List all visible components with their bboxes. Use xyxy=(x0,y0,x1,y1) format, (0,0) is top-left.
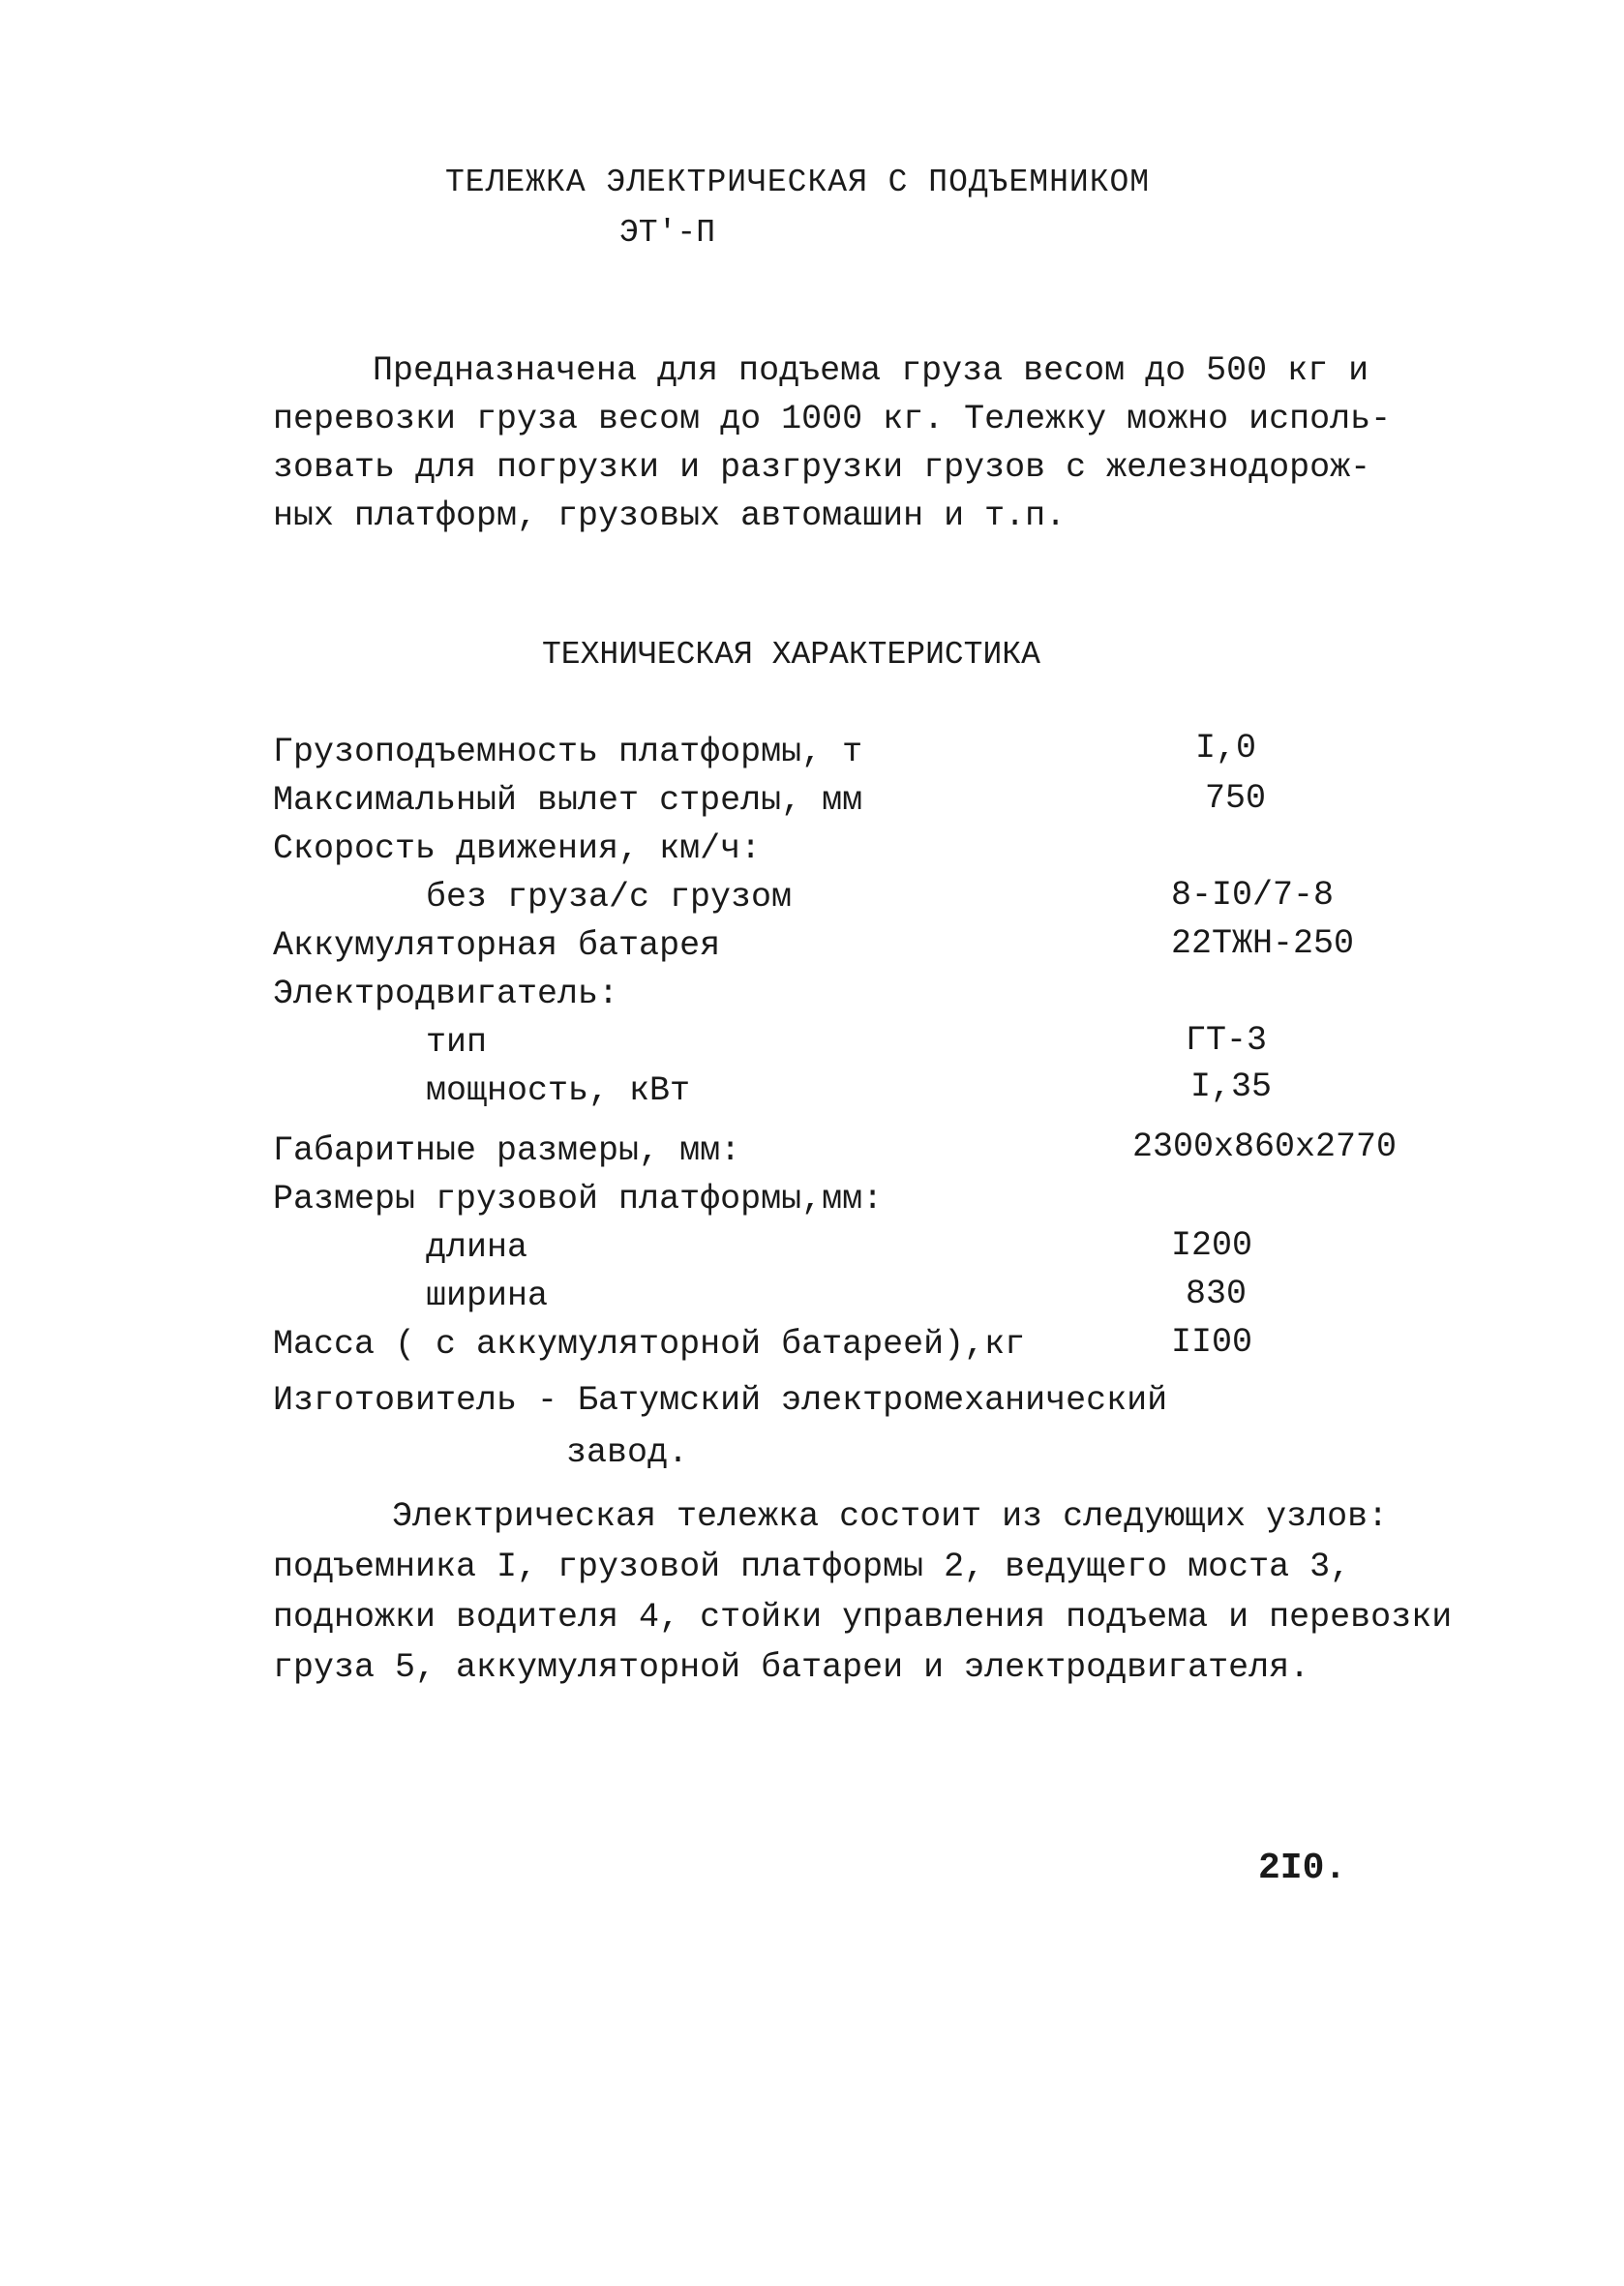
intro-line-4: ных платформ, грузовых автомашин и т.п. xyxy=(273,496,1067,535)
spec-label: Размеры грузовой платформы,мм: xyxy=(273,1180,884,1218)
spec-value: ГТ-3 xyxy=(1186,1021,1268,1060)
spec-value: 830 xyxy=(1186,1275,1248,1313)
spec-value: 22ТЖН-250 xyxy=(1171,924,1355,963)
intro-line-1: Предназначена для подъема груза весом до 500 кг и xyxy=(373,351,1369,390)
document-title: ТЕЛЕЖКА ЭЛЕКТРИЧЕСКАЯ С ПОДЪЕМНИКОМ xyxy=(445,165,1151,200)
spec-value: I,35 xyxy=(1190,1068,1273,1106)
spec-label: Грузоподъемность платформы, т xyxy=(273,733,863,771)
page-number: 2I0. xyxy=(1258,1848,1347,1889)
spec-label: мощность, кВт xyxy=(426,1071,691,1110)
spec-label: Скорость движения, км/ч: xyxy=(273,829,762,868)
composition-line-4: груза 5, аккумуляторной батареи и электродвигателя. xyxy=(273,1648,1310,1687)
intro-line-2: перевозки груза весом до 1000 кг. Тележку можно исполь- xyxy=(273,400,1392,438)
model-designation: ЭТ'-П xyxy=(619,215,716,251)
composition-line-1: Электрическая тележка состоит из следующих узлов: xyxy=(392,1497,1389,1536)
spec-value: 2300х860х2770 xyxy=(1132,1128,1398,1166)
spec-label: Габаритные размеры, мм: xyxy=(273,1131,741,1170)
intro-line-3: зовать для погрузки и разгрузки грузов с железнодорож- xyxy=(273,448,1371,487)
spec-label: Масса ( с аккумуляторной батареей),кг xyxy=(273,1325,1026,1364)
composition-line-2: подъемника I, грузовой платформы 2, ведущего моста 3, xyxy=(273,1548,1351,1586)
spec-label: без груза/с грузом xyxy=(426,878,793,917)
spec-value: I,0 xyxy=(1195,729,1257,767)
manufacturer-line-2: завод. xyxy=(566,1433,689,1472)
spec-label: ширина xyxy=(426,1277,549,1315)
spec-value: 750 xyxy=(1205,779,1267,818)
spec-label: длина xyxy=(426,1228,528,1267)
spec-value: 8-I0/7-8 xyxy=(1171,876,1335,915)
spec-value: II00 xyxy=(1171,1323,1253,1362)
spec-value: I200 xyxy=(1171,1226,1253,1265)
spec-label: Максимальный вылет стрелы, мм xyxy=(273,781,863,820)
spec-label: Электродвигатель: xyxy=(273,975,619,1013)
specs-heading: ТЕХНИЧЕСКАЯ ХАРАКТЕРИСТИКА xyxy=(542,637,1040,673)
composition-line-3: подножки водителя 4, стойки управления подъема и перевозки xyxy=(273,1598,1453,1637)
spec-label: Аккумуляторная батарея xyxy=(273,926,721,965)
manufacturer-line-1: Изготовитель - Батумский электромеханический xyxy=(273,1381,1168,1420)
spec-label: тип xyxy=(426,1023,488,1062)
